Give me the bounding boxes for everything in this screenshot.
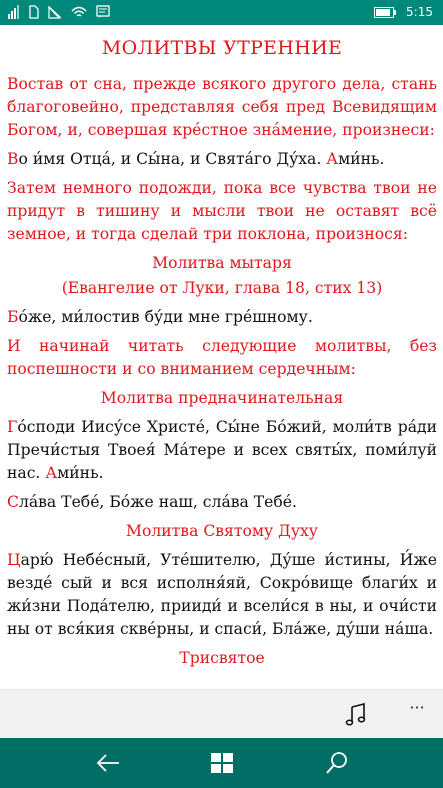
- instruction-paragraph: Затем немного подожди, пока все чувства твои не придут в тишину и мысли твои не оставят всё земное, и тогда сделай три поклона, произнося:: [7, 179, 437, 243]
- back-icon: [93, 749, 123, 777]
- initial-capital: В: [7, 150, 19, 168]
- prayer-text: ла́ва Тебе́, Бо́же наш, сла́ва Тебе́.: [18, 493, 297, 511]
- prayer-paragraph: [7, 306, 437, 329]
- initial-capital: Б: [7, 308, 19, 326]
- page-title: МОЛИТВЫ УТРЕННИЕ: [101, 37, 343, 59]
- section-heading: Молитва Святому Духу: [126, 522, 318, 540]
- app-bar: [0, 689, 443, 739]
- music-button[interactable]: [344, 703, 370, 727]
- search-button[interactable]: [322, 749, 352, 777]
- more-button[interactable]: [402, 698, 432, 722]
- prayer-content[interactable]: [0, 25, 443, 689]
- prayer-text: о и́мя Отца́, и Сы́на, и Свята́го Ду́ха.: [18, 150, 327, 168]
- initial-capital: Ц: [7, 551, 21, 569]
- windows-icon: [207, 749, 237, 777]
- prayer-paragraph: [7, 148, 437, 171]
- prayer-paragraph: [7, 549, 437, 641]
- sim-icon: [29, 5, 39, 19]
- prayer-text: ми́нь.: [57, 464, 104, 482]
- prayer-text: о́же, ми́лостив бу́ди мне гре́шному.: [18, 308, 313, 326]
- instruction-paragraph: И начинай читать следующие молитвы, без поспешности и со вниманием сердечным:: [7, 337, 437, 378]
- start-button[interactable]: [207, 749, 237, 777]
- no-service-icon: [48, 5, 62, 19]
- prayer-text: о́споди Иису́се Христе́, Сы́не Бо́жий, моли́тв ра́ди Пречи́стыя Твоея́ Ма́тере и всех святы́х, поми́луй нас.: [7, 418, 437, 482]
- instruction-intro: Востав от сна, прежде всякого другого дела, стань благоговейно, представляя себя пред Всевидящим Богом, и, совершая кре́стное зна́мение, произнеси:: [7, 75, 437, 139]
- prayer-paragraph: [7, 416, 437, 485]
- prayer-paragraph: [7, 491, 437, 514]
- status-time: 5:15: [406, 5, 433, 19]
- section-heading: Молитва предначинательная: [100, 389, 344, 407]
- search-icon: [322, 749, 352, 777]
- battery-icon: [374, 7, 396, 18]
- navigation-bar: [0, 738, 443, 788]
- back-button[interactable]: [93, 749, 123, 777]
- more-icon: ···: [409, 698, 425, 717]
- status-icons: [8, 5, 110, 19]
- initial-capital: А: [326, 150, 339, 168]
- section-subheading: (Евангелие от Луки, глава 18, стих 13): [61, 279, 383, 297]
- status-bar: [0, 0, 443, 25]
- wifi-icon: [71, 5, 87, 19]
- message-icon: [96, 5, 110, 19]
- prayer-text: арю́ Небе́сный, Уте́шителю, Ду́ше и́стины, И́же везде́ сый и вся исполня́яй, Сокро́вище благи́х и жи́зни Пода́телю, прииди́ и всели́ся в ны, и очи́сти ны от вся́кия скве́рны, и спаси́, Бла́же, ду́ши на́ша.: [7, 551, 437, 638]
- music-note-icon: [344, 703, 370, 727]
- initial-capital: Г: [7, 418, 18, 436]
- initial-capital: А: [45, 464, 58, 482]
- section-heading: Трисвятое: [179, 649, 265, 667]
- initial-capital: С: [7, 493, 19, 511]
- signal-icon: [8, 5, 20, 19]
- prayer-text: ми́нь.: [338, 150, 385, 168]
- section-heading: Молитва мытаря: [152, 254, 292, 272]
- status-right: [374, 5, 433, 19]
